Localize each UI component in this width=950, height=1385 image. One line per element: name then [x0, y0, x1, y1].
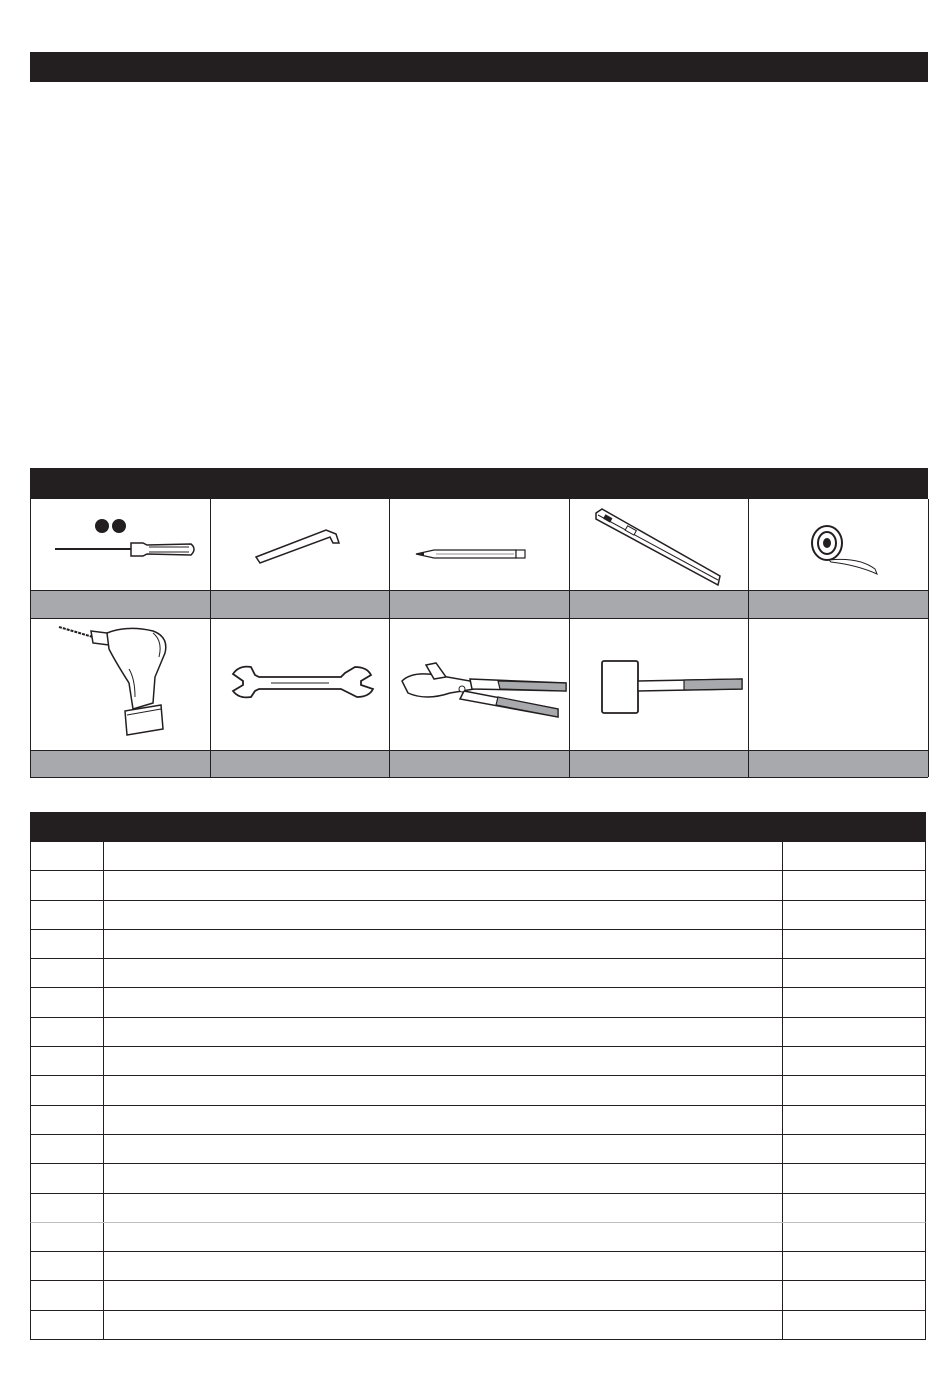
- table-row: [30, 959, 926, 988]
- sealing-tape-icon: [749, 499, 929, 590]
- section-header-band: [30, 52, 928, 82]
- drill-icon: [31, 619, 211, 751]
- table-cell: [104, 1135, 782, 1163]
- tool-label-mallet: [570, 750, 749, 777]
- table-cell: [782, 930, 926, 958]
- table-cell: [31, 930, 104, 958]
- table-cell: [104, 1106, 782, 1134]
- spirit-level-icon: [570, 499, 749, 590]
- table-cell: [104, 1018, 782, 1046]
- table-cell: [104, 988, 782, 1016]
- parts-table: [30, 812, 926, 1340]
- table-cell: [31, 1223, 104, 1251]
- screwdriver-icon: [31, 499, 211, 590]
- table-cell: [782, 1223, 926, 1251]
- table-row: [30, 1018, 926, 1047]
- tool-cell-spirit-level: [570, 499, 749, 590]
- table-row: [30, 1164, 926, 1193]
- table-cell: [782, 988, 926, 1016]
- table-cell: [782, 1018, 926, 1046]
- tool-cell-pliers: [390, 618, 570, 750]
- tool-label-empty: [749, 750, 929, 777]
- pliers-icon: [390, 619, 570, 751]
- table-cell: [782, 959, 926, 987]
- table-cell: [104, 1223, 782, 1251]
- hex-key-icon: [211, 499, 390, 590]
- tool-label-spirit-level: [570, 590, 749, 618]
- table-row: [30, 988, 926, 1017]
- table-cell: [31, 901, 104, 929]
- table-cell: [104, 901, 782, 929]
- rubber-mallet-icon: [570, 619, 749, 751]
- table-cell: [31, 1018, 104, 1046]
- tool-label-wrench: [211, 750, 390, 777]
- table-row: [30, 1047, 926, 1076]
- tools-grid: [30, 499, 928, 778]
- table-cell: [104, 871, 782, 899]
- table-cell: [104, 1047, 782, 1075]
- table-cell: [31, 1194, 104, 1222]
- table-cell: [104, 842, 782, 870]
- table-cell: [782, 1047, 926, 1075]
- tools-header-band: [30, 468, 928, 499]
- table-cell: [104, 1076, 782, 1104]
- table-cell: [782, 1164, 926, 1192]
- table-row: [30, 1223, 926, 1252]
- table-cell: [31, 1106, 104, 1134]
- table-cell: [104, 1194, 782, 1222]
- table-cell: [104, 1252, 782, 1280]
- table-row: [30, 1106, 926, 1135]
- table-row: [30, 1194, 926, 1223]
- table-cell: [782, 901, 926, 929]
- table-cell: [782, 842, 926, 870]
- tool-cell-drill: [31, 618, 211, 750]
- table-cell: [31, 1252, 104, 1280]
- table-cell: [104, 1164, 782, 1192]
- table-cell: [782, 1076, 926, 1104]
- tool-cell-wrench: [211, 618, 390, 750]
- pencil-icon: [390, 499, 570, 590]
- table-cell: [31, 1047, 104, 1075]
- tool-label-hex-key: [211, 590, 390, 618]
- table-cell: [31, 1311, 104, 1339]
- table-cell: [104, 930, 782, 958]
- table-row: [30, 1281, 926, 1310]
- table-cell: [104, 1281, 782, 1309]
- tool-label-screwdriver: [31, 590, 211, 618]
- tool-label-sealing-tape: [749, 590, 929, 618]
- tool-cell-empty: [749, 618, 929, 750]
- table-row: [30, 1252, 926, 1281]
- table-cell: [782, 1194, 926, 1222]
- table-row: [30, 1076, 926, 1105]
- table-cell: [31, 1281, 104, 1309]
- table-cell: [31, 959, 104, 987]
- table-cell: [782, 871, 926, 899]
- open-end-wrench-icon: [211, 619, 390, 751]
- table-row: [30, 901, 926, 930]
- table-cell: [782, 1281, 926, 1309]
- table-cell: [31, 1076, 104, 1104]
- table-cell: [31, 1135, 104, 1163]
- instructions-text-area: [30, 90, 928, 460]
- tool-cell-sealing-tape: [749, 499, 929, 590]
- table-cell: [782, 1311, 926, 1339]
- tool-label-pencil: [390, 590, 570, 618]
- table-cell: [782, 1106, 926, 1134]
- table-row: [30, 1135, 926, 1164]
- table-cell: [31, 842, 104, 870]
- table-cell: [104, 1311, 782, 1339]
- tool-cell-hex-key: [211, 499, 390, 590]
- parts-table-header: [30, 812, 926, 842]
- table-cell: [782, 1135, 926, 1163]
- tool-cell-screwdriver: [31, 499, 211, 590]
- table-row: [30, 871, 926, 900]
- table-row: [30, 842, 926, 871]
- table-cell: [31, 1164, 104, 1192]
- table-row: [30, 930, 926, 959]
- table-cell: [31, 988, 104, 1016]
- table-cell: [31, 871, 104, 899]
- tool-cell-pencil: [390, 499, 570, 590]
- tool-label-drill: [31, 750, 211, 777]
- parts-table-body: [30, 842, 926, 1340]
- table-cell: [782, 1252, 926, 1280]
- table-row: [30, 1311, 926, 1340]
- table-cell: [104, 959, 782, 987]
- tool-cell-mallet: [570, 618, 749, 750]
- tool-label-pliers: [390, 750, 570, 777]
